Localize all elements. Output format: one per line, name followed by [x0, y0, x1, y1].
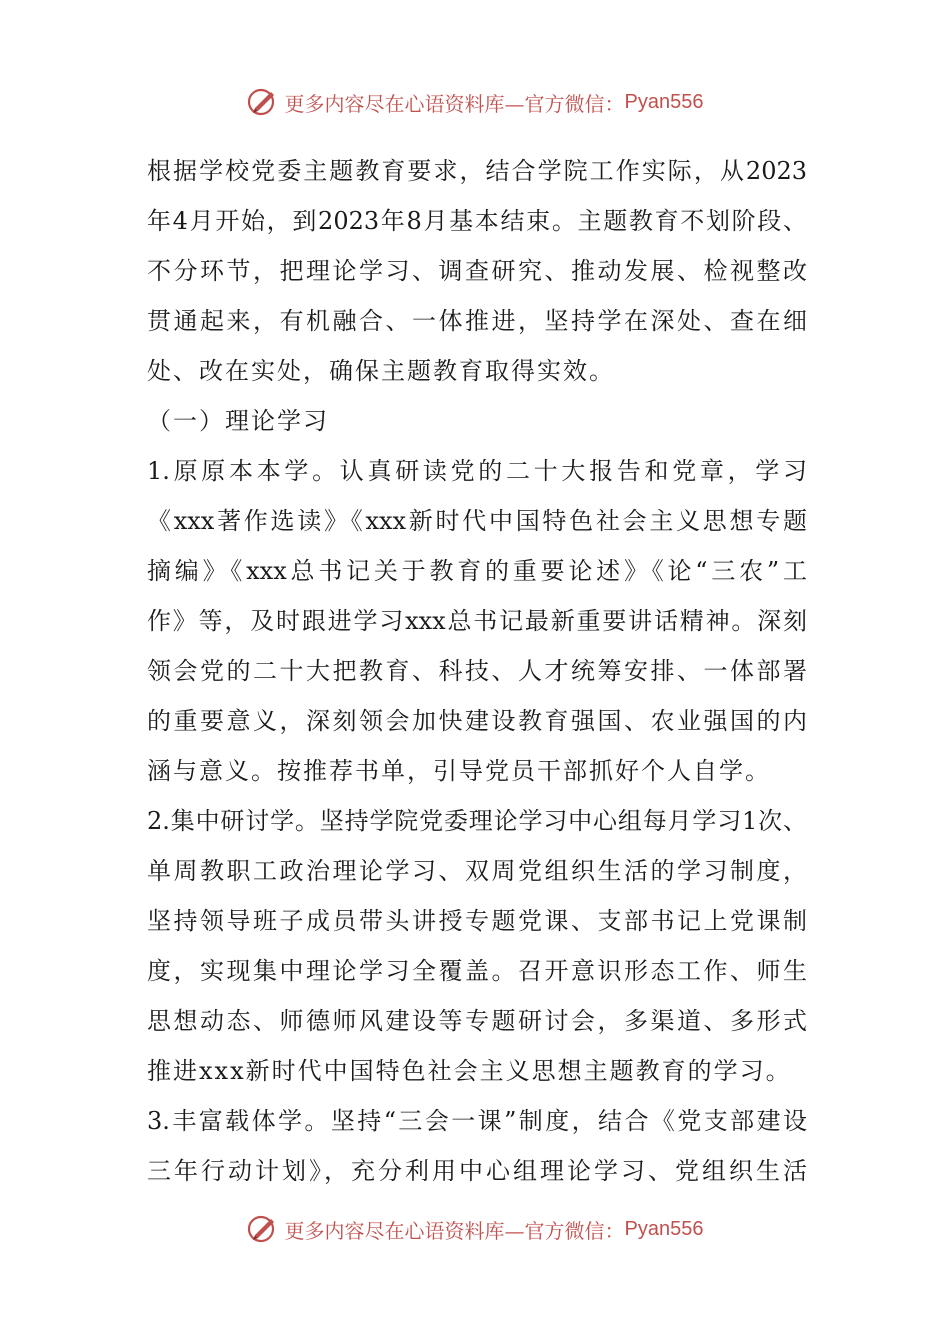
text-line: 3.丰富载体学。坚持“三会一课”制度，结合《党支部建设 — [147, 1107, 807, 1135]
pen-logo-icon — [247, 1213, 279, 1245]
text-line: 三年行动计划》，充分利用中心组理论学习、党组织生活 — [147, 1157, 807, 1185]
text-line: 思想动态、师德师风建设等专题研讨会，多渠道、多形式 — [147, 1007, 807, 1035]
text-line: 年4月开始，到2023年8月基本结束。主题教育不划阶段、 — [147, 207, 807, 235]
pen-logo-icon — [247, 86, 279, 118]
watermark-text: 更多内容尽在心语资料库—官方微信： — [284, 91, 625, 116]
text-line: 度，实现集中理论学习全覆盖。召开意识形态工作、师生 — [147, 957, 807, 985]
paragraph-intro — [147, 146, 807, 396]
text-line: 贯通起来，有机融合、一体推进，坚持学在深处、查在细 — [147, 307, 807, 335]
watermark-banner-top — [0, 82, 950, 122]
watermark-banner-bottom — [0, 1209, 950, 1249]
watermark-text: 更多内容尽在心语资料库—官方微信： — [284, 1218, 625, 1243]
text-line: 《xxx著作选读》《xxx新时代中国特色社会主义思想专题 — [147, 507, 807, 535]
text-line: 1.原原本本学。认真研读党的二十大报告和党章，学习 — [147, 457, 807, 485]
heading-line: （一）理论学习 — [147, 407, 329, 435]
document-body — [147, 146, 807, 1196]
text-line: 涵与意义。按推荐书单，引导党员干部抓好个人自学。 — [147, 757, 771, 785]
text-line: 作》等，及时跟进学习xxx总书记最新重要讲话精神。深刻 — [147, 607, 807, 635]
text-line: 坚持领导班子成员带头讲授专题党课、支部书记上党课制 — [147, 907, 807, 935]
watermark-id: Pyan556 — [624, 1217, 704, 1240]
text-line: 2.集中研讨学。坚持学院党委理论学习中心组每月学习1次、 — [147, 807, 807, 835]
text-line: 摘编》《xxx总书记关于教育的重要论述》《论“三农”工 — [147, 557, 807, 585]
section-heading — [147, 396, 807, 446]
paragraph-item-2 — [147, 796, 807, 1096]
text-line: 的重要意义，深刻领会加快建设教育强国、农业强国的内 — [147, 707, 807, 735]
text-line: 处、改在实处，确保主题教育取得实效。 — [147, 357, 615, 385]
paragraph-item-1 — [147, 446, 807, 796]
text-line: 领会党的二十大把教育、科技、人才统筹安排、一体部署 — [147, 657, 807, 685]
text-line: 单周教职工政治理论学习、双周党组织生活的学习制度， — [147, 857, 807, 885]
text-line: 根据学校党委主题教育要求，结合学院工作实际，从2023 — [147, 157, 807, 185]
text-line: 推进xxx新时代中国特色社会主义思想主题教育的学习。 — [147, 1057, 792, 1085]
paragraph-item-3 — [147, 1096, 807, 1196]
text-line: 不分环节，把理论学习、调查研究、推动发展、检视整改 — [147, 257, 807, 285]
watermark-id: Pyan556 — [624, 90, 704, 113]
